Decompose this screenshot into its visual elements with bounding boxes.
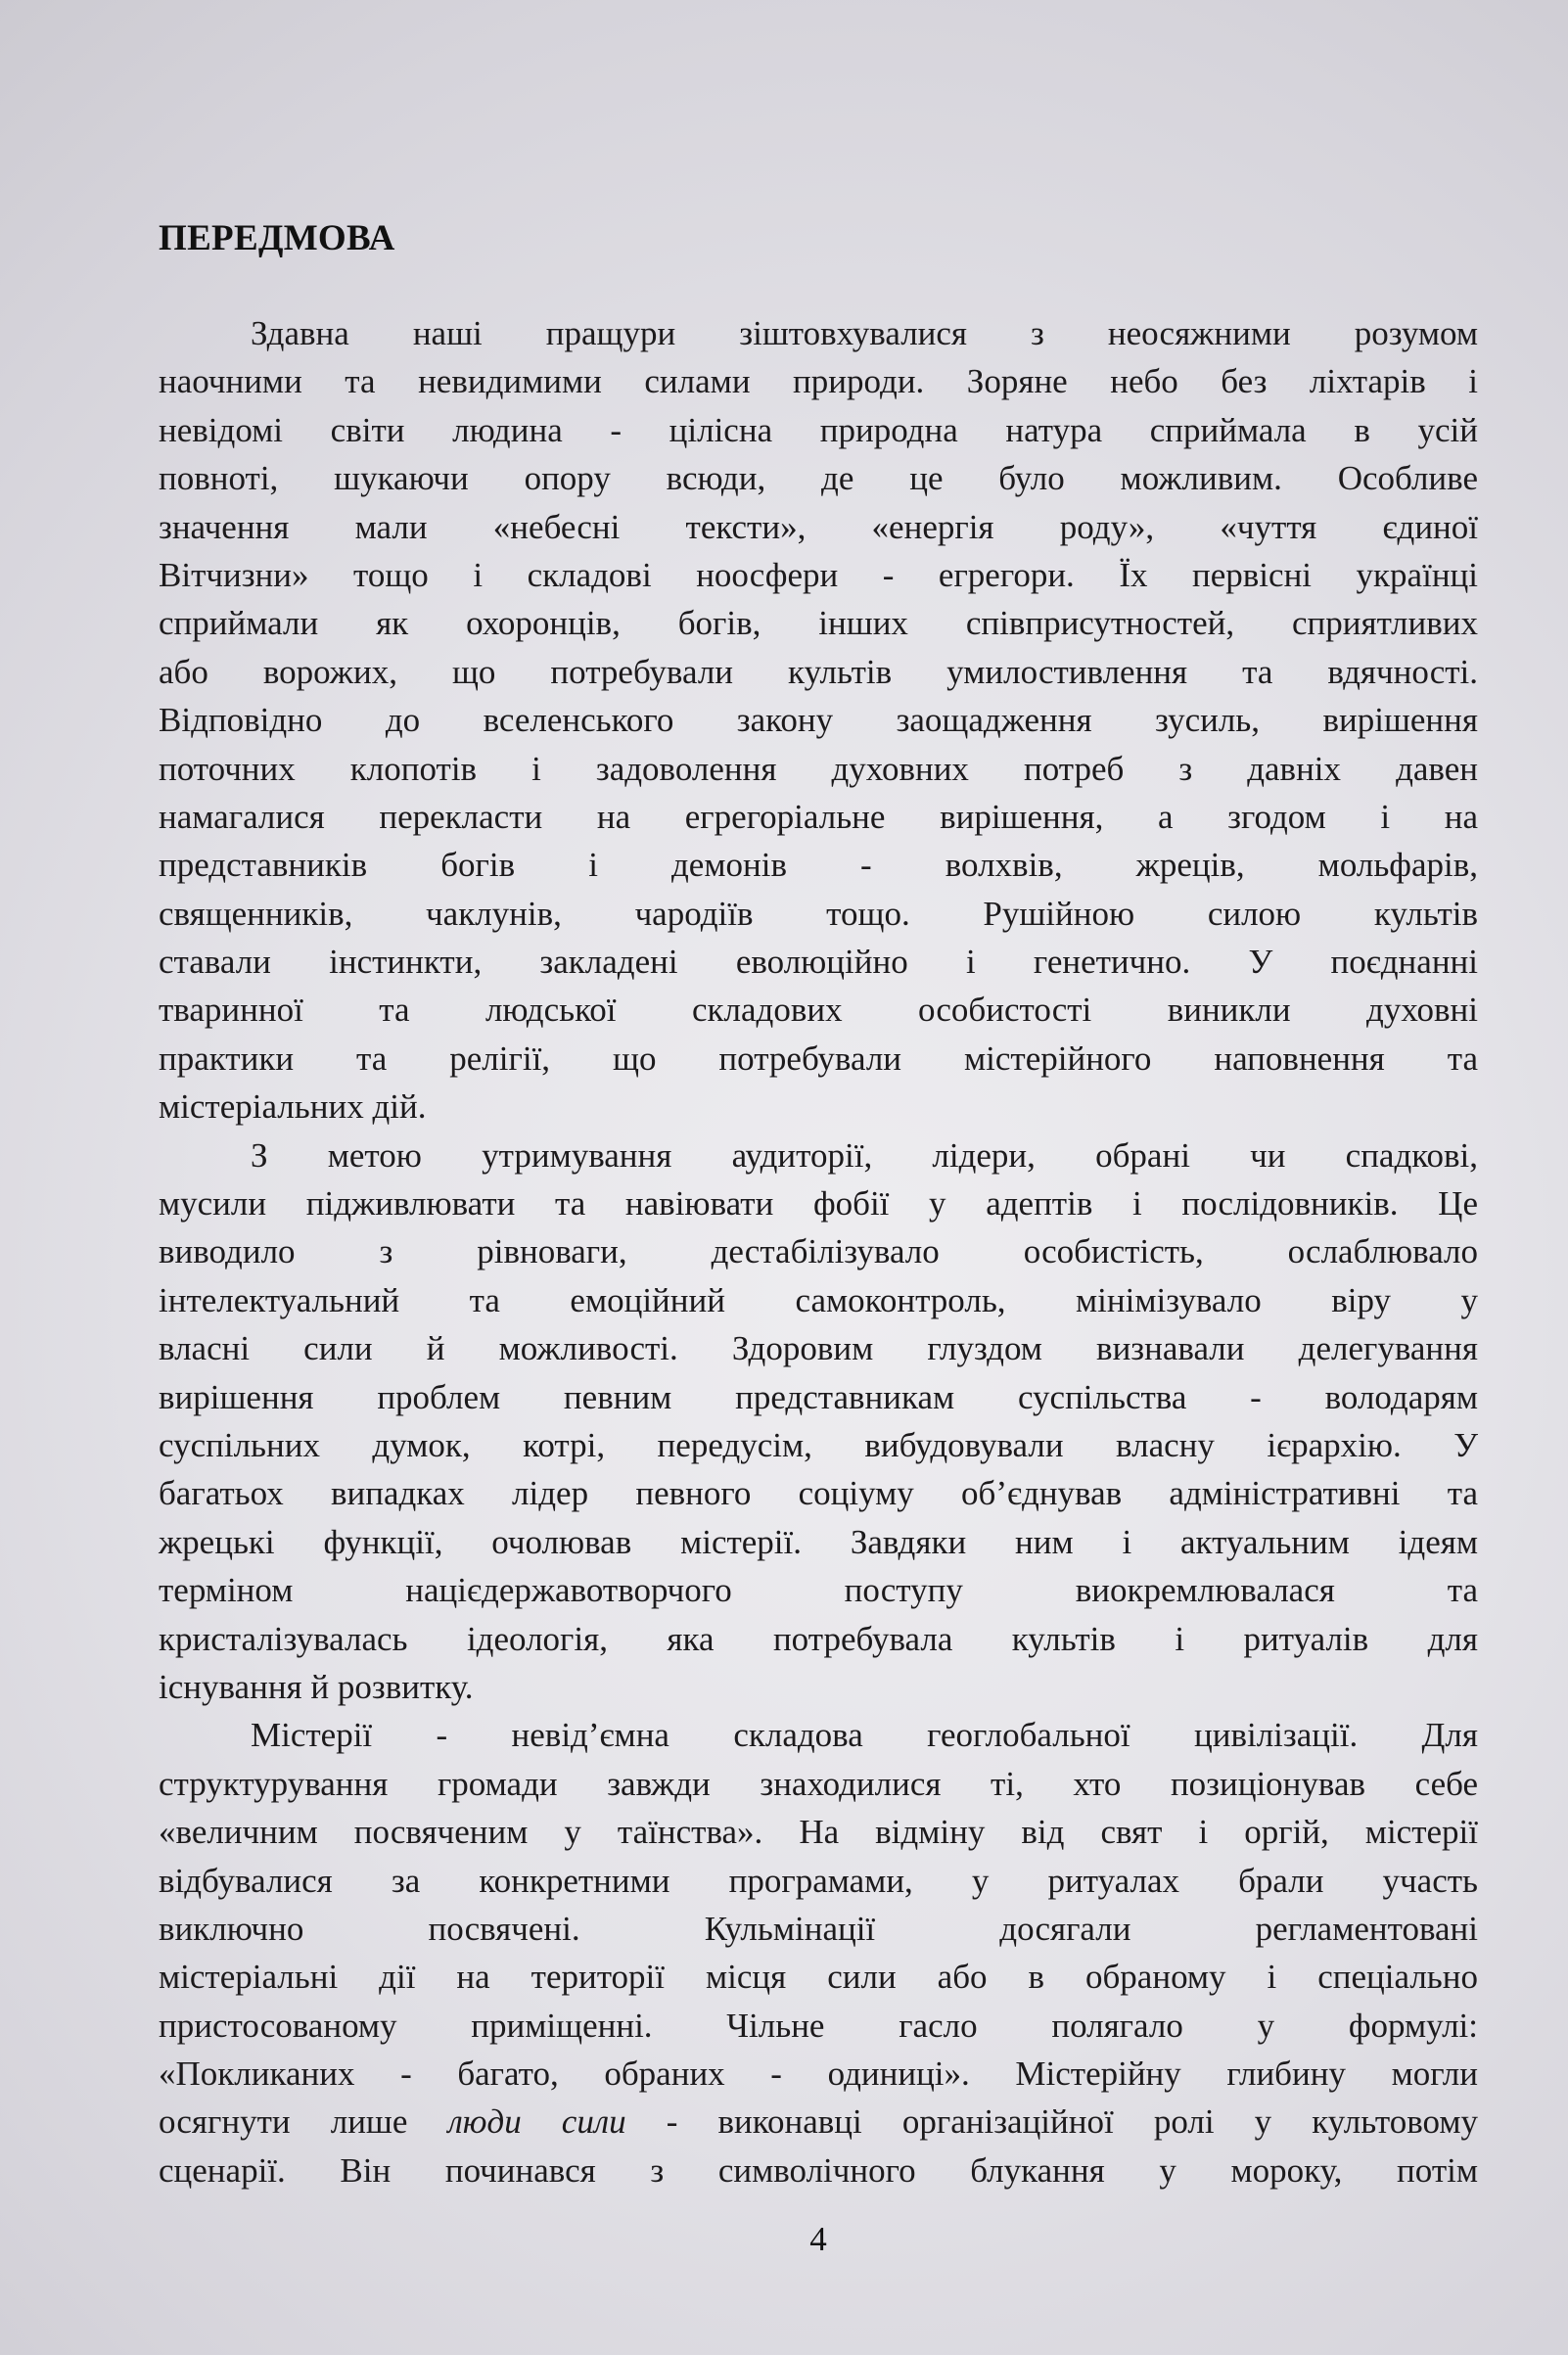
text-line: відбувалися за конкретними програмами, у ритуалах брали участь [159, 1861, 1478, 1900]
text-line: «Покликаних - багато, обраних - одиниці». Містерійну глибину могли [159, 2055, 1478, 2094]
text-line-with-italic [159, 2098, 1478, 2146]
text-line: поточних клопотів і задоволення духовних потреб з давніх давен [159, 749, 1478, 788]
text-line: структурування громади завжди знаходилися ті, хто позиціонував себе [159, 1764, 1478, 1803]
text-line: жрецькі функції, очолював містерії. Завдяки ним і актуальним ідеям [159, 1522, 1478, 1561]
text-line: ставали інстинкти, закладені еволюційно і генетично. У поєднанні [159, 943, 1478, 982]
page-number: 4 [809, 2220, 827, 2258]
text-line: виключно посвячені. Кульмінації досягали регламентовані [159, 1909, 1478, 1948]
text-line: мусили підживлювати та навіювати фобії у адептів і послідовників. Це [159, 1184, 1478, 1224]
text-fragment: осягнути лише [159, 2102, 448, 2142]
body-text [159, 309, 1478, 2194]
text-line: З метою утримування аудиторії, лідери, обрані чи спадкові, [251, 1135, 1478, 1175]
page-heading: ПЕРЕДМОВА [159, 218, 395, 258]
text-line: сценарії. Він починався з символічного блукання у мороку, потім [159, 2150, 1478, 2190]
text-line: суспільних думок, котрі, передусім, вибудовували власну ієрархію. У [159, 1425, 1478, 1464]
text-line: терміном націєдержавотворчого поступу виокремлювалася та [159, 1571, 1478, 1610]
text-line: сприймали як охоронців, богів, інших співприсутностей, сприятливих [159, 604, 1478, 643]
text-line: існування й розвитку. [159, 1667, 474, 1706]
text-line: кристалізувалась ідеологія, яка потребувала культів і ритуалів для [159, 1619, 1478, 1658]
text-line: наочними та невидимими силами природи. Зоряне небо без ліхтарів і [159, 362, 1478, 401]
text-line: багатьох випадках лідер певного соціуму об’єднував адміністративні та [159, 1474, 1478, 1513]
text-line: Відповідно до вселенського закону заощадження зусиль, вирішення [159, 701, 1478, 740]
book-page [159, 0, 1478, 2355]
text-line: тваринної та людської складових особистості виникли духовні [159, 991, 1478, 1030]
text-line: інтелектуальний та емоційний самоконтроль, мінімізувало віру у [159, 1280, 1478, 1319]
text-line: містеріальні дії на території місця сили або в обраному і спеціально [159, 1958, 1478, 1997]
text-line: вирішення проблем певним представникам суспільства - володарям [159, 1377, 1478, 1416]
text-line: Вітчизни» тощо і складові ноосфери - егрегори. Їх первісні українці [159, 555, 1478, 594]
text-line: містеріальних дій. [159, 1087, 427, 1127]
text-line: Містерії - невід’ємна складова геоглобальної цивілізації. Для [251, 1716, 1478, 1755]
text-line: невідомі світи людина - цілісна природна натура сприймала в усій [159, 410, 1478, 449]
text-line: пристосованому приміщенні. Чільне гасло полягало у формулі: [159, 2006, 1478, 2045]
text-fragment: - виконавці організаційної ролі у культовому [625, 2102, 1478, 2142]
text-line: Здавна наші пращури зіштовхувалися з неосяжними розумом [251, 314, 1478, 352]
text-line: повноті, шукаючи опору всюди, де це було можливим. Особливе [159, 459, 1478, 498]
text-line: представників богів і демонів - волхвів, жреців, мольфарів, [159, 846, 1478, 885]
text-line: або ворожих, що потребували культів умилостивлення та вдячності. [159, 652, 1478, 691]
text-line: виводило з рівноваги, дестабілізувало особистість, ослаблювало [159, 1232, 1478, 1271]
italic-term: люди сили [447, 2102, 626, 2142]
text-line: практики та релігії, що потребували містерійного наповнення та [159, 1039, 1478, 1078]
text-line: священників, чаклунів, чародіїв тощо. Рушійною силою культів [159, 894, 1478, 933]
text-line: значення мали «небесні тексти», «енергія роду», «чуття єдиної [159, 507, 1478, 546]
text-line: «величним посвяченим у таїнства». На відміну від свят і оргій, містерії [159, 1813, 1478, 1852]
text-line: власні сили й можливості. Здоровим глуздом визнавали делегування [159, 1329, 1478, 1368]
text-line: намагалися перекласти на егрегоріальне вирішення, а згодом і на [159, 797, 1478, 836]
